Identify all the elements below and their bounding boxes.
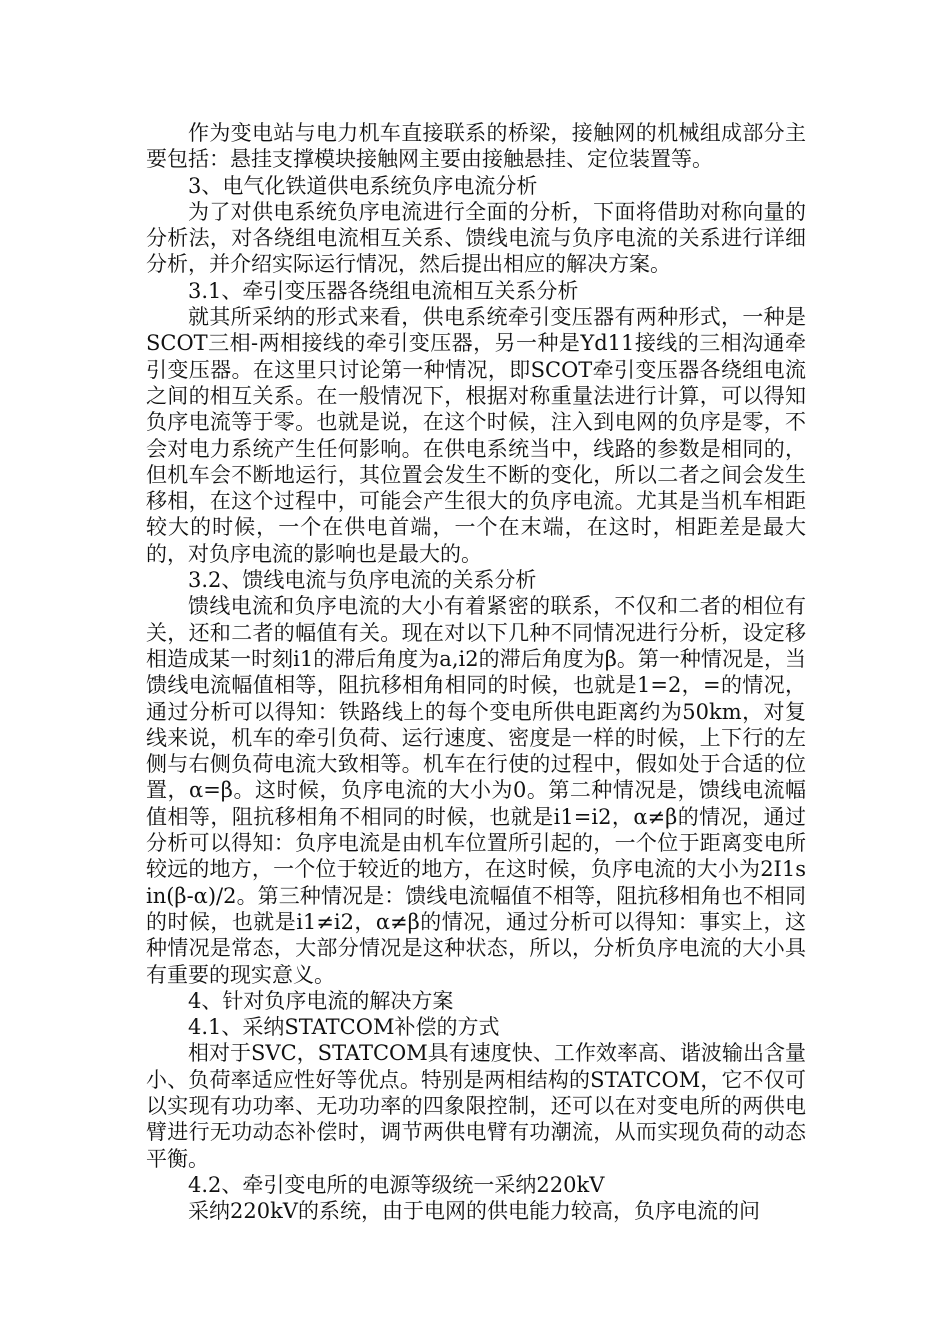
paragraph-catenary-intro: 作为变电站与电力机车直接联系的桥梁，接触网的机械组成部分主要包括：悬挂支撑模块接触网主要由接触悬挂、定位装置等。 [146,121,806,172]
section-heading-3-1: 3.1、牵引变压器各绕组电流相互关系分析 [188,278,579,303]
paragraph-feeder-current: 馈线电流和负序电流的大小有着紧密的联系，不仅和二者的相位有关，还和二者的幅值有关。现在对以下几种不同情况进行分析，设定移相造成某一时刻i1的滞后角度为a,i2的滞后角度为β。第一种情况是，当馈线电流幅值相等，阻抗移相角相同的时候，也就是1=2，=的情况，通过分析可以得知：铁路线上的每个变电所供电距离约为50km，对复线来说，机车的牵引负荷、运行速度、密度是一样的时候，上下行的左侧与右侧负荷电流大致相等。机车在行使的过程中，假如处于合适的位置，α=β。这时候，负序电流的大小为0。第二种情况是，馈线电流幅值相等，阻抗移相角不相同的时候，也就是i1=i2，α≠β的情况，通过分析可以得知：负序电流是由机车位置所引起的，一个位于距离变电所较远的地方，一个位于较近的地方，在这时候，负序电流的大小为2I1sin(β-α)/2。第三种情况是：馈线电流幅值不相等，阻抗移相角也不相同的时候，也就是i1≠i2，α≠β的情况，通过分析可以得知：事实上，这种情况是常态，大部分情况是这种状态，所以，分析负序电流的大小具有重要的现实意义。 [146,594,806,987]
paragraph-analysis-overview: 为了对供电系统负序电流进行全面的分析，下面将借助对称向量的分析法，对各绕组电流相互关系、馈线电流与负序电流的关系进行详细分析，并介绍实际运行情况，然后提出相应的解决方案。 [146,199,806,277]
section-heading-4: 4、针对负序电流的解决方案 [188,988,454,1013]
paragraph-statcom: 相对于SVC，STATCOM具有速度快、工作效率高、谐波输出含量小、负荷率适应性好等优点。特别是两相结构的STATCOM，它不仅可以实现有功功率、无功功率的四象限控制，还可以在对变电所的两供电臂进行无功动态补偿时，调节两供电臂有功潮流，从而实现负荷的动态平衡。 [146,1041,806,1171]
document-page [146,120,806,1224]
section-heading-4-2: 4.2、牵引变电所的电源等级统一采纳220kV [188,1172,605,1197]
section-heading-3: 3、电气化铁道供电系统负序电流分析 [188,173,538,198]
section-heading-4-1: 4.1、采纳STATCOM补偿的方式 [188,1015,500,1040]
paragraph-220kv: 采纳220kV的系统，由于电网的供电能力较高，负序电流的问 [188,1199,760,1224]
section-heading-3-2: 3.2、馈线电流与负序电流的关系分析 [188,568,537,593]
paragraph-transformer-windings: 就其所采纳的形式来看，供电系统牵引变压器有两种形式，一种是SCOT三相-两相接线的牵引变压器，另一种是Yd11接线的三相沟通牵引变压器。在这里只讨论第一种情况，即SCOT牵引变压器各绕组电流之间的相互关系。在一般情况下，根据对称重量法进行计算，可以得知负序电流等于零。也就是说，在这个时候，注入到电网的负序是零，不会对电力系统产生任何影响。在供电系统当中，线路的参数是相同的，但机车会不断地运行，其位置会发生不断的变化，所以二者之间会发生移相，在这个过程中，可能会产生很大的负序电流。尤其是当机车相距较大的时候，一个在供电首端，一个在末端，在这时，相距差是最大的，对负序电流的影响也是最大的。 [146,305,806,566]
